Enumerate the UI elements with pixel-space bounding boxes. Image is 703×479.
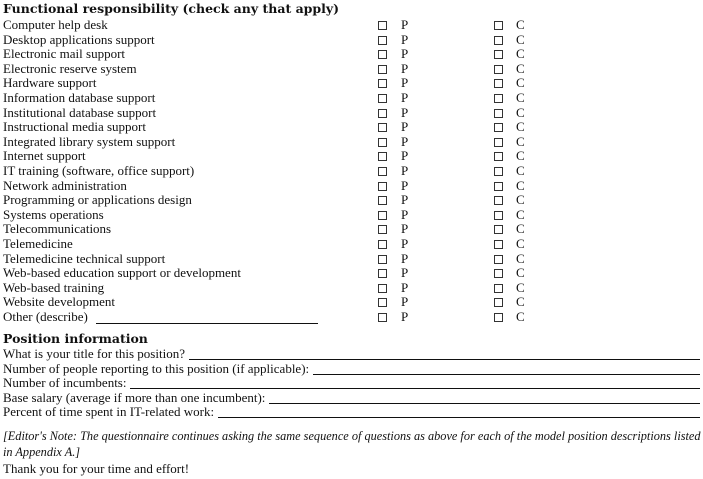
contributing-checkbox[interactable] [494,123,503,132]
answer-line-field[interactable] [189,359,700,360]
primary-checkbox[interactable] [378,269,387,278]
primary-checkbox[interactable] [378,298,387,307]
position-question-row [0,362,703,377]
contributing-checkbox[interactable] [494,211,503,220]
primary-label: P [401,192,409,208]
responsibility-label: Network administration [3,177,127,193]
contributing-label: C [516,148,525,164]
responsibility-row [0,76,703,91]
responsibility-label: Institutional database support [3,104,157,120]
responsibility-label: Desktop applications support [3,31,155,47]
position-question-list [0,347,703,420]
contributing-checkbox[interactable] [494,50,503,59]
contributing-checkbox[interactable] [494,167,503,176]
responsibility-label: Website development [3,294,115,310]
responsibility-row [0,252,703,267]
primary-label: P [401,17,409,32]
contributing-label: C [516,46,525,62]
responsibility-label: Electronic reserve system [3,60,137,76]
answer-line-field[interactable] [313,374,700,375]
contributing-checkbox[interactable] [494,152,503,161]
responsibility-row [0,91,703,106]
primary-label: P [401,250,409,266]
responsibility-row [0,179,703,194]
contributing-checkbox[interactable] [494,196,503,205]
responsibility-row [0,135,703,150]
primary-label: P [401,75,409,91]
contributing-checkbox[interactable] [494,79,503,88]
position-question-label: What is your title for this position? [3,347,188,362]
responsibility-row [0,295,703,310]
contributing-checkbox[interactable] [494,21,503,30]
primary-checkbox[interactable] [378,65,387,74]
contributing-checkbox[interactable] [494,225,503,234]
primary-label: P [401,279,409,295]
primary-checkbox[interactable] [378,225,387,234]
editors-note: [Editor's Note: The questionnaire continues asking the same sequence of questions as above for each of the model position descriptions listed in Appendix A.] [3,429,701,459]
responsibility-label: Hardware support [3,75,97,91]
primary-label: P [401,265,409,281]
responsibility-row [0,266,703,281]
primary-label: P [401,46,409,62]
primary-checkbox[interactable] [378,21,387,30]
contributing-checkbox[interactable] [494,36,503,45]
functional-responsibility-heading: Functional responsibility (check any that apply) [3,1,340,16]
primary-label: P [401,119,409,135]
responsibility-row [0,33,703,48]
contributing-label: C [516,31,525,47]
position-question-label: Base salary (average if more than one incumbent): [3,391,268,406]
other-describe-field[interactable] [96,323,318,324]
contributing-label: C [516,192,525,208]
contributing-label: C [516,177,525,193]
contributing-checkbox[interactable] [494,109,503,118]
primary-checkbox[interactable] [378,167,387,176]
contributing-checkbox[interactable] [494,240,503,249]
responsibility-label: Other (describe) [3,308,88,324]
thank-you-text: Thank you for your time and effort! [3,461,190,476]
primary-checkbox[interactable] [378,79,387,88]
position-question-row [0,347,703,362]
responsibility-list [0,18,703,324]
responsibility-label: Web-based education support or development [3,265,241,281]
primary-checkbox[interactable] [378,50,387,59]
primary-checkbox[interactable] [378,255,387,264]
contributing-checkbox[interactable] [494,313,503,322]
responsibility-row [0,164,703,179]
primary-label: P [401,206,409,222]
answer-line-field[interactable] [218,417,700,418]
responsibility-label: Telemedicine technical support [3,250,166,266]
contributing-label: C [516,235,525,251]
responsibility-row [0,62,703,77]
responsibility-row [0,47,703,62]
position-question-label: Number of incumbents: [3,376,129,391]
primary-checkbox[interactable] [378,109,387,118]
primary-label: P [401,148,409,164]
contributing-label: C [516,17,525,32]
contributing-checkbox[interactable] [494,94,503,103]
responsibility-label: Electronic mail support [3,46,126,62]
position-question-label: Number of people reporting to this position (if applicable): [3,362,312,377]
responsibility-label: Computer help desk [3,17,108,32]
contributing-label: C [516,294,525,310]
contributing-label: C [516,89,525,105]
responsibility-label: IT training (software, office support) [3,162,195,178]
responsibility-label: Integrated library system support [3,133,176,149]
primary-label: P [401,162,409,178]
primary-checkbox[interactable] [378,138,387,147]
position-question-row [0,391,703,406]
contributing-checkbox[interactable] [494,284,503,293]
primary-checkbox[interactable] [378,123,387,132]
contributing-label: C [516,133,525,149]
primary-label: P [401,104,409,120]
primary-label: P [401,308,409,324]
responsibility-row [0,106,703,121]
contributing-label: C [516,308,525,324]
responsibility-row [0,222,703,237]
responsibility-row [0,193,703,208]
responsibility-label: Telemedicine [3,235,73,251]
responsibility-label: Web-based training [3,279,105,295]
contributing-label: C [516,221,525,237]
primary-label: P [401,89,409,105]
position-information-heading: Position information [3,331,148,346]
contributing-checkbox[interactable] [494,269,503,278]
contributing-checkbox[interactable] [494,298,503,307]
contributing-label: C [516,265,525,281]
position-question-label: Percent of time spent in IT-related work: [3,405,217,420]
primary-checkbox[interactable] [378,240,387,249]
primary-checkbox[interactable] [378,196,387,205]
contributing-label: C [516,104,525,120]
contributing-label: C [516,60,525,76]
position-question-row [0,405,703,420]
responsibility-row [0,18,703,33]
contributing-label: C [516,206,525,222]
contributing-label: C [516,119,525,135]
responsibility-row [0,237,703,252]
contributing-label: C [516,162,525,178]
contributing-checkbox[interactable] [494,65,503,74]
responsibility-row [0,149,703,164]
primary-label: P [401,60,409,76]
contributing-label: C [516,75,525,91]
responsibility-label: Systems operations [3,206,104,222]
contributing-checkbox[interactable] [494,182,503,191]
primary-checkbox[interactable] [378,182,387,191]
primary-checkbox[interactable] [378,313,387,322]
primary-label: P [401,221,409,237]
responsibility-label: Instructional media support [3,119,146,135]
primary-checkbox[interactable] [378,36,387,45]
responsibility-label: Telecommunications [3,221,112,237]
responsibility-row [0,208,703,223]
answer-line-field[interactable] [269,403,700,404]
primary-label: P [401,235,409,251]
contributing-label: C [516,250,525,266]
primary-checkbox[interactable] [378,152,387,161]
responsibility-label: Internet support [3,148,86,164]
responsibility-label: Information database support [3,89,156,105]
primary-label: P [401,177,409,193]
primary-label: P [401,294,409,310]
responsibility-label: Programming or applications design [3,192,192,208]
contributing-checkbox[interactable] [494,138,503,147]
primary-label: P [401,31,409,47]
position-question-row [0,376,703,391]
primary-checkbox[interactable] [378,284,387,293]
primary-checkbox[interactable] [378,94,387,103]
primary-checkbox[interactable] [378,211,387,220]
responsibility-row [0,120,703,135]
contributing-checkbox[interactable] [494,255,503,264]
responsibility-row [0,281,703,296]
responsibility-row [0,310,703,325]
contributing-label: C [516,279,525,295]
primary-label: P [401,133,409,149]
